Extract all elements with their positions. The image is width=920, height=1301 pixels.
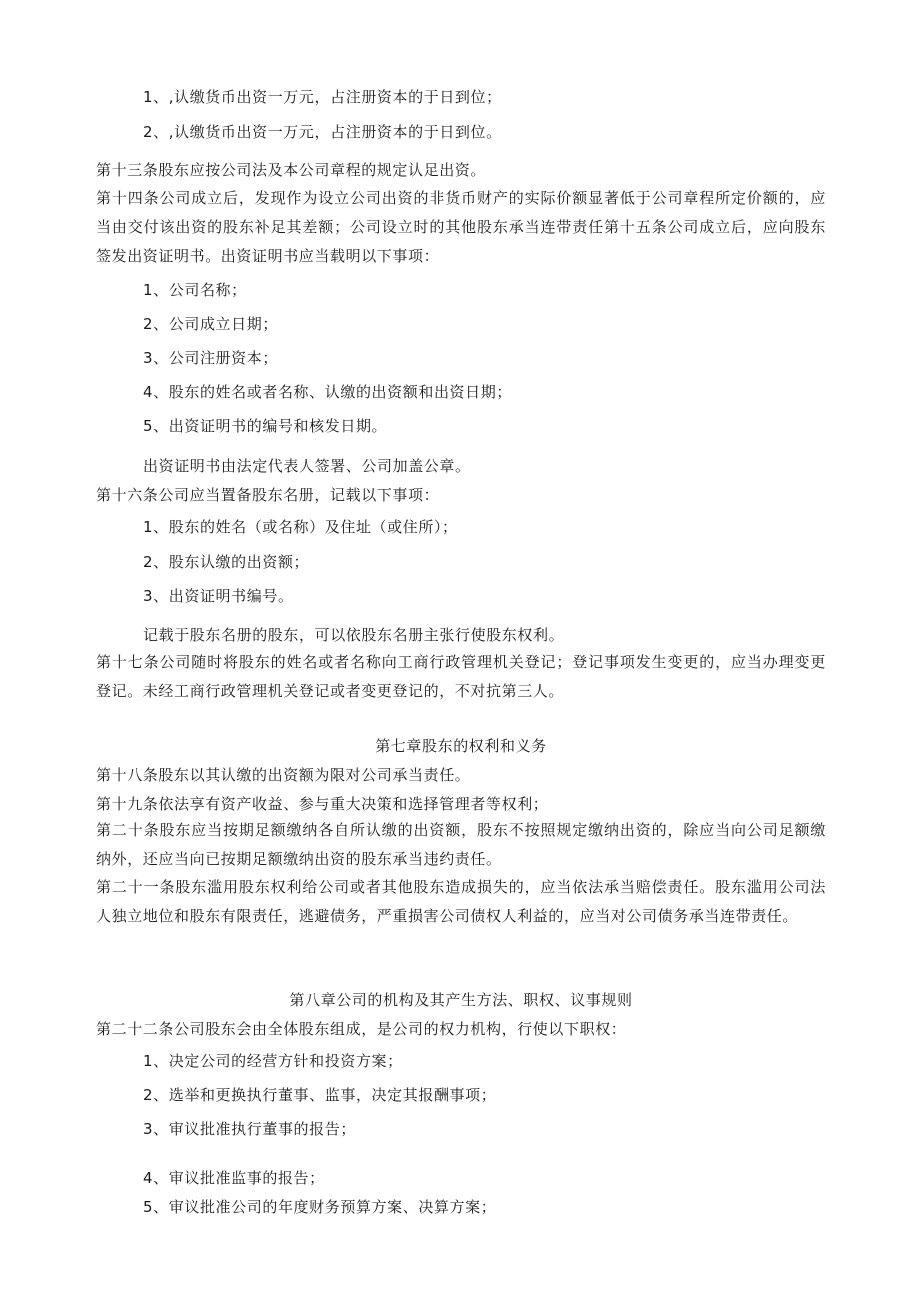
article-21: 第二十一条股东滥用股东权利给公司或者其他股东造成损失的，应当依法承当赔偿责任。股东滥用公司法人独立地位和股东有限责任，逃避债务，严重损害公司债权人利益的，应当对公司债务承当连带责任。 [96, 878, 826, 925]
cert-item-1: 1、公司名称； [143, 281, 247, 299]
register-item-3: 3、出资证明书编号。 [143, 587, 294, 605]
register-item-2: 2、股东认缴的出资额； [143, 553, 310, 571]
power-item-2: 2、选举和更换执行董事、监事，决定其报酬事项； [143, 1086, 497, 1104]
cert-item-5: 5、出资证明书的编号和核发日期。 [143, 417, 388, 435]
article-13: 第十三条股东应按公司法及本公司章程的规定认足出资。 [96, 161, 487, 179]
article-17: 第十七条公司随时将股东的姓名或者名称向工商行政管理机关登记；登记事项发生变更的，应当办理变更登记。未经工商行政管理机关登记或者变更登记的，不对抗第三人。 [96, 653, 826, 700]
chapter-7-heading: 第七章股东的权利和义务 [375, 737, 547, 755]
power-item-5: 5、审议批准公司的年度财务预算方案、决算方案； [143, 1198, 497, 1216]
chapter-8-heading: 第八章公司的机构及其产生方法、职权、议事规则 [289, 991, 633, 1009]
power-item-3: 3、审议批准执行董事的报告； [143, 1120, 356, 1138]
cert-item-4: 4、股东的姓名或者名称、认缴的出资额和出资日期； [143, 383, 512, 401]
article-18: 第十八条股东以其认缴的出资额为限对公司承当责任。 [96, 766, 471, 784]
register-note: 记载于股东名册的股东，可以依股东名册主张行使股东权利。 [143, 626, 565, 644]
cert-item-3: 3、公司注册资本； [143, 349, 278, 367]
article-14-15: 第十四条公司成立后，发现作为设立公司出资的非货币财产的实际价额显著低于公司章程所定价额的，应当由交付该出资的股东补足其差额；公司设立时的其他股东承当连带责任第十五条公司成立后，应向股东签发出资证明书。出资证明书应当载明以下事项： [96, 189, 826, 265]
power-item-4: 4、审议批准监事的报告； [143, 1169, 325, 1187]
cert-item-2: 2、公司成立日期； [143, 315, 278, 333]
capital-item-2: 2、,认缴货币出资一万元，占注册资本的于日到位。 [143, 123, 502, 141]
article-22: 第二十二条公司股东会由全体股东组成，是公司的权力机构，行使以下职权： [96, 1020, 627, 1038]
cert-signature-note: 出资证明书由法定代表人签署、公司加盖公章。 [143, 457, 471, 475]
article-20: 第二十条股东应当按期足额缴纳各自所认缴的出资额，股东不按照规定缴纳出资的，除应当向公司足额缴纳外，还应当向已按期足额缴纳出资的股东承当违约责任。 [96, 821, 826, 868]
register-item-1: 1、股东的姓名（或名称）及住址（或住所）； [143, 518, 458, 536]
article-19: 第十九条依法享有资产收益、参与重大决策和选择管理者等权利； [96, 795, 549, 813]
article-16: 第十六条公司应当置备股东名册，记载以下事项： [96, 486, 440, 504]
capital-item-1: 1、,认缴货币出资一万元，占注册资本的于日到位； [143, 88, 502, 106]
power-item-1: 1、决定公司的经营方针和投资方案； [143, 1052, 403, 1070]
